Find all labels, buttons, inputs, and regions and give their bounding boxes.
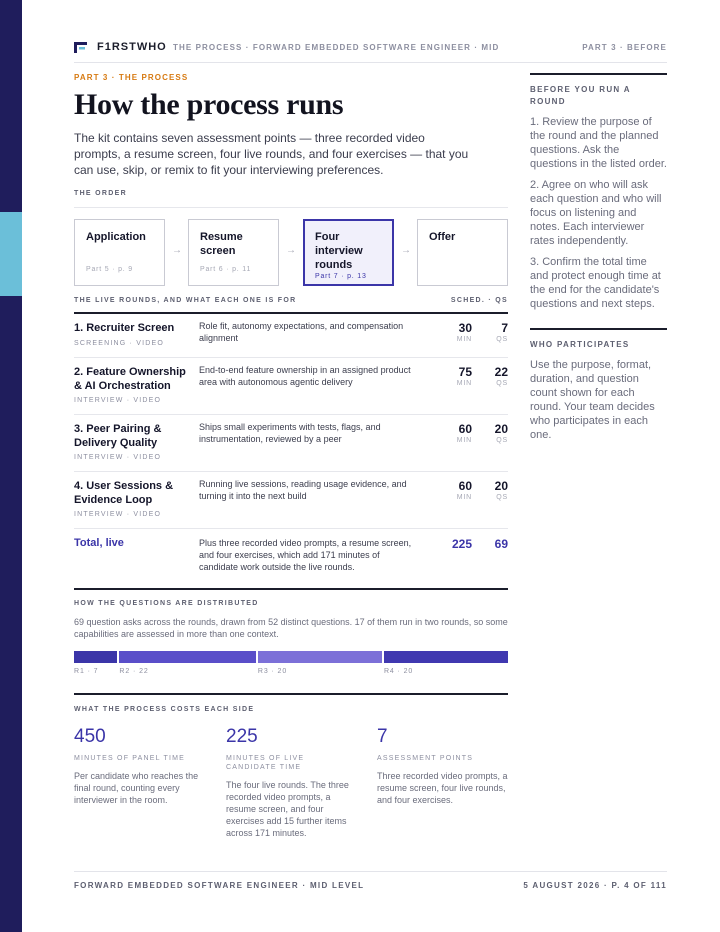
- who-text: Use the purpose, format, duration, and question count shown for each round. Your team decides who participates in each one.: [530, 359, 655, 441]
- footer-left: FORWARD EMBEDDED SOFTWARE ENGINEER · MID LEVEL: [74, 881, 365, 890]
- round-questions: 7: [501, 321, 508, 335]
- round-questions-unit: QS: [496, 380, 508, 387]
- distribution-segment-label: R4 · 20: [383, 668, 414, 675]
- step-title: Four interview rounds: [315, 231, 363, 271]
- step-interview-rounds: [303, 219, 394, 286]
- round-questions: 20: [494, 422, 508, 436]
- page-footer: [74, 871, 667, 890]
- distribution-segment: [258, 651, 382, 663]
- round-desc: Ships small experiments with tests, flags, and instrumentation, reviewed by a peer: [199, 422, 381, 444]
- round-desc: Running live sessions, reading usage evidence, and turning it into the next build: [199, 479, 407, 501]
- arrow-right-icon: →: [172, 245, 182, 256]
- logo: [74, 41, 167, 53]
- total-minutes: 225: [451, 537, 472, 551]
- round-name: 3. Peer Pairing & Delivery Quality: [74, 423, 162, 449]
- distribution-bar: [74, 651, 508, 663]
- arrow-right-icon: →: [401, 245, 411, 256]
- round-kind: INTERVIEW · VIDEO: [74, 454, 162, 461]
- divider: [530, 73, 667, 75]
- distribution-segment-label: R2 · 22: [119, 668, 149, 675]
- cost-value: 450: [74, 726, 106, 747]
- round-minutes-unit: MIN: [456, 494, 472, 501]
- round-name: 4. User Sessions & Evidence Loop: [74, 480, 174, 506]
- round-kind: INTERVIEW · VIDEO: [74, 511, 162, 518]
- before-title: BEFORE YOU RUN A ROUND: [530, 85, 631, 106]
- round-minutes-unit: MIN: [456, 380, 472, 387]
- round-minutes-unit: MIN: [456, 336, 472, 343]
- divider: [74, 588, 508, 590]
- round-desc: Role fit, autonomy expectations, and compensation alignment: [199, 321, 404, 343]
- round-minutes: 60: [458, 479, 472, 493]
- round-desc: End-to-end feature ownership in an assigned product area with autonomous agentic delivery: [199, 365, 411, 387]
- aside: [530, 73, 667, 442]
- round-questions: 20: [494, 479, 508, 493]
- brand-name: F1RSTWHO: [97, 41, 167, 53]
- step-ref: Part 5 · p. 9: [86, 266, 133, 273]
- divider: [530, 328, 667, 330]
- distribution-note: 69 question asks across the rounds, drawn from 52 distinct questions. 17 of them run in two rounds, so some capabilities are assessed in more than one context.: [74, 617, 508, 639]
- step-application: [74, 219, 165, 286]
- cost-panel-time: [74, 726, 209, 806]
- total-desc: Plus three recorded video prompts, a resume screen, and four exercises, which add 171 minutes of candidate work outside the live rounds.: [199, 538, 412, 572]
- total-row: [74, 529, 508, 581]
- rounds-label: THE LIVE ROUNDS, AND WHAT EACH ONE IS FOR: [74, 297, 297, 304]
- cost-assessment-points: [377, 726, 508, 806]
- round-questions: 22: [494, 365, 508, 379]
- before-item: 3. Confirm the total time and protect enough time at the end for the candidate's questions and next steps.: [530, 256, 661, 310]
- before-item: 2. Agree on who will ask each question and who will focus on listening and notes. Each interviewer rates independently.: [530, 179, 662, 247]
- order-label: THE ORDER: [74, 190, 127, 197]
- brand-logo-icon: [74, 42, 88, 53]
- before-item: 1. Review the purpose of the round and the planned questions. Ask the questions in the listed order.: [530, 116, 667, 170]
- cost-desc: Per candidate who reaches the final round, counting every interviewer in the room.: [74, 771, 199, 805]
- who-title: WHO PARTICIPATES: [530, 340, 630, 349]
- round-name: 1. Recruiter Screen: [74, 322, 175, 334]
- rounds-header: [74, 297, 508, 304]
- round-minutes: 60: [458, 422, 472, 436]
- round-questions-unit: QS: [496, 437, 508, 444]
- round-questions-unit: QS: [496, 494, 508, 501]
- distribution-segment: [119, 651, 255, 663]
- total-name: Total, live: [74, 537, 124, 549]
- round-name: 2. Feature Ownership & AI Orchestration: [74, 366, 186, 392]
- arrow-right-icon: →: [286, 245, 296, 256]
- costs-label: WHAT THE PROCESS COSTS EACH SIDE: [74, 706, 255, 713]
- round-questions-unit: QS: [496, 336, 508, 343]
- round-row: [74, 314, 508, 358]
- cost-value: 225: [226, 726, 258, 747]
- cost-desc: The four live rounds. The three recorded video prompts, a resume screen, and four exercises add 15 further items across 171 minutes.: [226, 780, 349, 838]
- round-minutes: 30: [458, 321, 472, 335]
- distribution-segment: [384, 651, 508, 663]
- cost-unit: MINUTES OF LIVE CANDIDATE TIME: [226, 755, 305, 771]
- step-resume-screen: [188, 219, 279, 286]
- cost-unit: MINUTES OF PANEL TIME: [74, 755, 186, 762]
- eyebrow: PART 3 · THE PROCESS: [74, 73, 189, 82]
- distribution-segment: [74, 651, 117, 663]
- step-title: Resume screen: [200, 231, 243, 257]
- divider: [74, 693, 508, 695]
- page-title: How the process runs: [74, 88, 344, 121]
- page-header: [74, 41, 667, 63]
- divider: [74, 207, 508, 208]
- round-kind: INTERVIEW · VIDEO: [74, 397, 162, 404]
- round-minutes-unit: MIN: [456, 437, 472, 444]
- main-content: [74, 73, 508, 838]
- cost-desc: Three recorded video prompts, a resume screen, four live rounds, and four exercises.: [377, 771, 508, 805]
- sidebar-bar: [0, 0, 22, 932]
- cost-candidate-time: [226, 726, 354, 839]
- distribution-label: HOW THE QUESTIONS ARE DISTRIBUTED: [74, 600, 259, 607]
- round-row: [74, 358, 508, 415]
- cost-unit: ASSESSMENT POINTS: [377, 755, 474, 762]
- round-minutes: 75: [458, 365, 472, 379]
- step-ref: Part 6 · p. 11: [200, 266, 252, 273]
- round-row: [74, 472, 508, 529]
- intro-paragraph: The kit contains seven assessment points — three recorded video prompts, a resume screen, four live rounds, and four exercises — that you can use, skip, or remix to fit your interviewing preferences.: [74, 131, 469, 177]
- rounds-columns: SCHED. · QS: [450, 297, 508, 304]
- distribution-segment-label: R1 · 7: [74, 668, 99, 675]
- step-title: Application: [86, 231, 146, 243]
- step-title: Offer: [429, 231, 456, 243]
- step-offer: [417, 219, 508, 286]
- round-row: [74, 415, 508, 472]
- process-steps: [74, 219, 508, 286]
- header-section: PART 3 · BEFORE: [582, 43, 667, 52]
- cost-value: 7: [377, 726, 388, 747]
- round-kind: SCREENING · VIDEO: [74, 340, 165, 347]
- total-questions: 69: [494, 537, 508, 551]
- breadcrumb: THE PROCESS · FORWARD EMBEDDED SOFTWARE ENGINEER · MID: [173, 43, 500, 52]
- distribution-segment-label: R3 · 20: [257, 668, 288, 675]
- sidebar-accent: [0, 212, 22, 296]
- footer-right: 5 AUGUST 2026 · P. 4 OF 111: [523, 881, 667, 890]
- step-ref: Part 7 · p. 13: [315, 273, 367, 280]
